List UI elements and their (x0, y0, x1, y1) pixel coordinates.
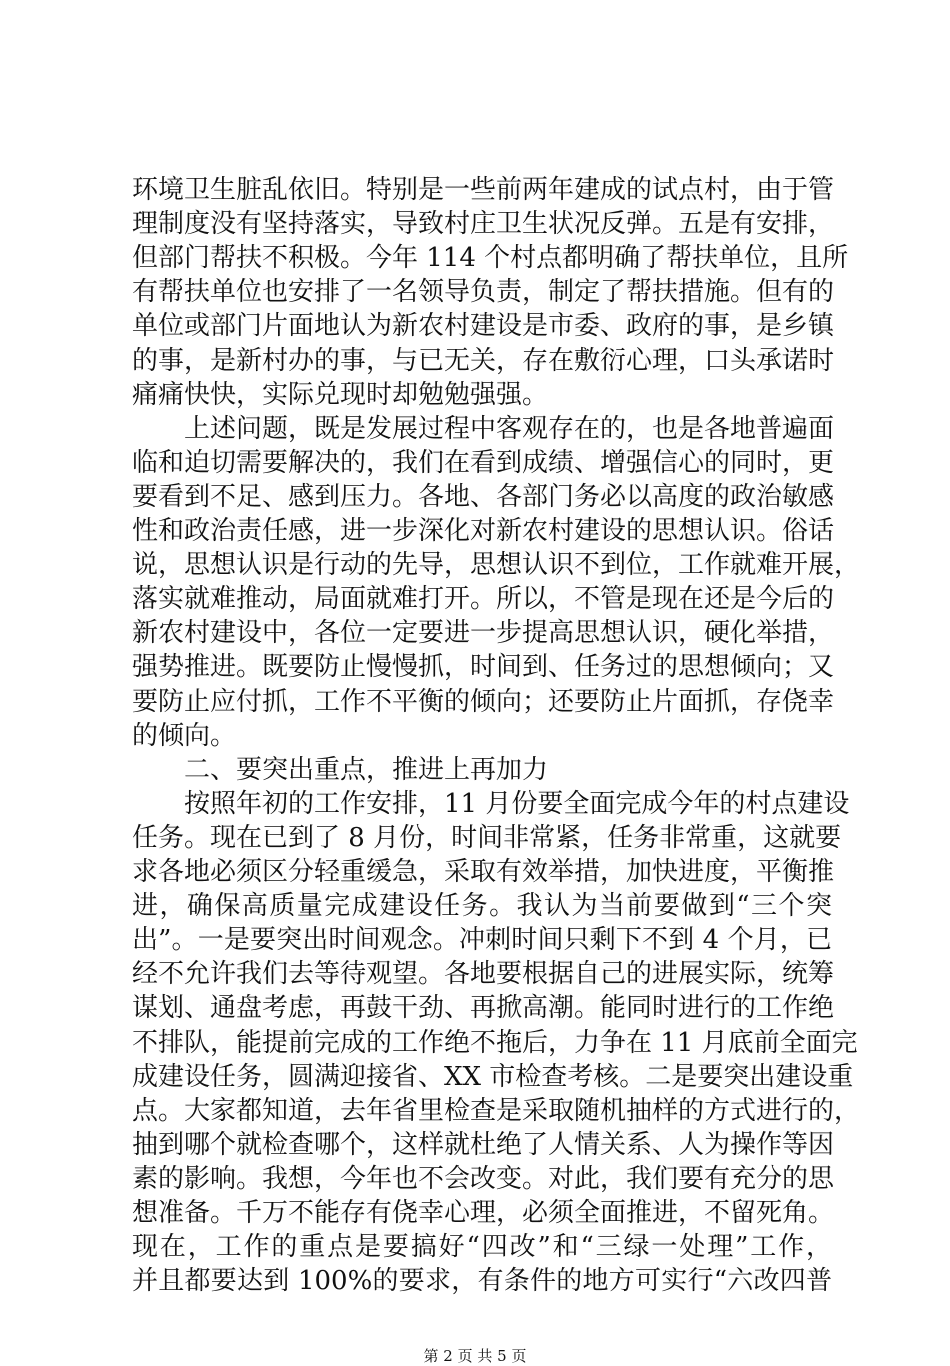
section-heading: 二、要突出重点，推进上再加力 (184, 754, 549, 785)
text-line: 的事，是新村办的事，与已无关，存在敷衍心理，口头承诺时 (132, 345, 835, 376)
text-line: 点。大家都知道，去年省里检查是采取随机抽样的方式进行的， (132, 1095, 861, 1126)
text-line: 说，思想认识是行动的先导，思想认识不到位，工作就难开展， (132, 550, 861, 581)
text-line: 性和政治责任感，进一步深化对新农村建设的思想认识。俗话 (132, 516, 835, 546)
text-line: 不排队，能提前完成的工作绝不拖后，力争在 11 月底前全面完 (132, 1027, 858, 1058)
text-line: 落实就难推动，局面就难打开。所以，不管是现在还是今后的 (132, 584, 835, 615)
text-line: 出”。一是要突出时间观念。冲刺时间只剩下不到 4 个月，已 (132, 925, 832, 956)
text-line: 的倾向。 (132, 720, 237, 751)
text-line: 求各地必须区分轻重缓急，采取有效举措，加快进度，平衡推 (132, 857, 835, 887)
text-line: 有帮扶单位也安排了一名领导负责，制定了帮扶措施。但有的 (132, 277, 835, 308)
text-line: 谋划、通盘考虑，再鼓干劲、再掀高潮。能同时进行的工作绝 (132, 993, 835, 1024)
text-line: 成建设任务，圆满迎接省、XX 市检查考核。二是要突出建设重 (132, 1061, 854, 1092)
text-line: 任务。现在已到了 8 月份，时间非常紧，任务非常重，这就要 (132, 822, 842, 853)
text-line: 并且都要达到 100%的要求，有条件的地方可实行“六改四普 (132, 1266, 832, 1297)
text-line: 理制度没有坚持落实，导致村庄卫生状况反弹。五是有安排， (132, 209, 835, 240)
text-line: 环境卫生脏乱依旧。特别是一些前两年建成的试点村，由于管 (132, 175, 835, 205)
text-line: 新农村建设中，各位一定要进一步提高思想认识，硬化举措， (132, 618, 835, 649)
text-line: 想准备。千万不能存有侥幸心理，必须全面推进，不留死角。 (132, 1198, 835, 1228)
text-line: 强势推进。既要防止慢慢抓，时间到、任务过的思想倾向；又 (132, 652, 835, 683)
text-line: 素的影响。我想，今年也不会改变。对此，我们要有充分的思 (132, 1163, 835, 1194)
text-line: 临和迫切需要解决的，我们在看到成绩、增强信心的同时，更 (132, 447, 835, 478)
text-line: 进，确保高质量完成建设任务。我认为当前要做到“三个突 (132, 891, 832, 922)
text-line: 单位或部门片面地认为新农村建设是市委、政府的事，是乡镇 (132, 311, 835, 342)
text-line: 要防止应付抓，工作不平衡的倾向；还要防止片面抓，存侥幸 (132, 686, 835, 717)
paragraph-first-line: 上述问题，既是发展过程中客观存在的，也是各地普遍面 (184, 413, 835, 444)
text-line: 抽到哪个就检查哪个，这样就杜绝了人情关系、人为操作等因 (132, 1129, 835, 1160)
text-line: 现在，工作的重点是要搞好“四改”和“三绿一处理”工作， (132, 1232, 832, 1263)
page-number-footer: 第 2 页 共 5 页 (423, 1347, 527, 1366)
paragraph-first-line: 按照年初的工作安排，11 月份要全面完成今年的村点建设 (184, 788, 850, 819)
text-line: 经不允许我们去等待观望。各地要根据自己的进展实际，统筹 (132, 959, 835, 990)
text-line: 痛痛快快，实际兑现时却勉勉强强。 (132, 379, 549, 410)
text-line: 但部门帮扶不积极。今年 114 个村点都明确了帮扶单位，且所 (132, 243, 849, 274)
text-line: 要看到不足、感到压力。各地、各部门务必以高度的政治敏感 (132, 481, 835, 512)
